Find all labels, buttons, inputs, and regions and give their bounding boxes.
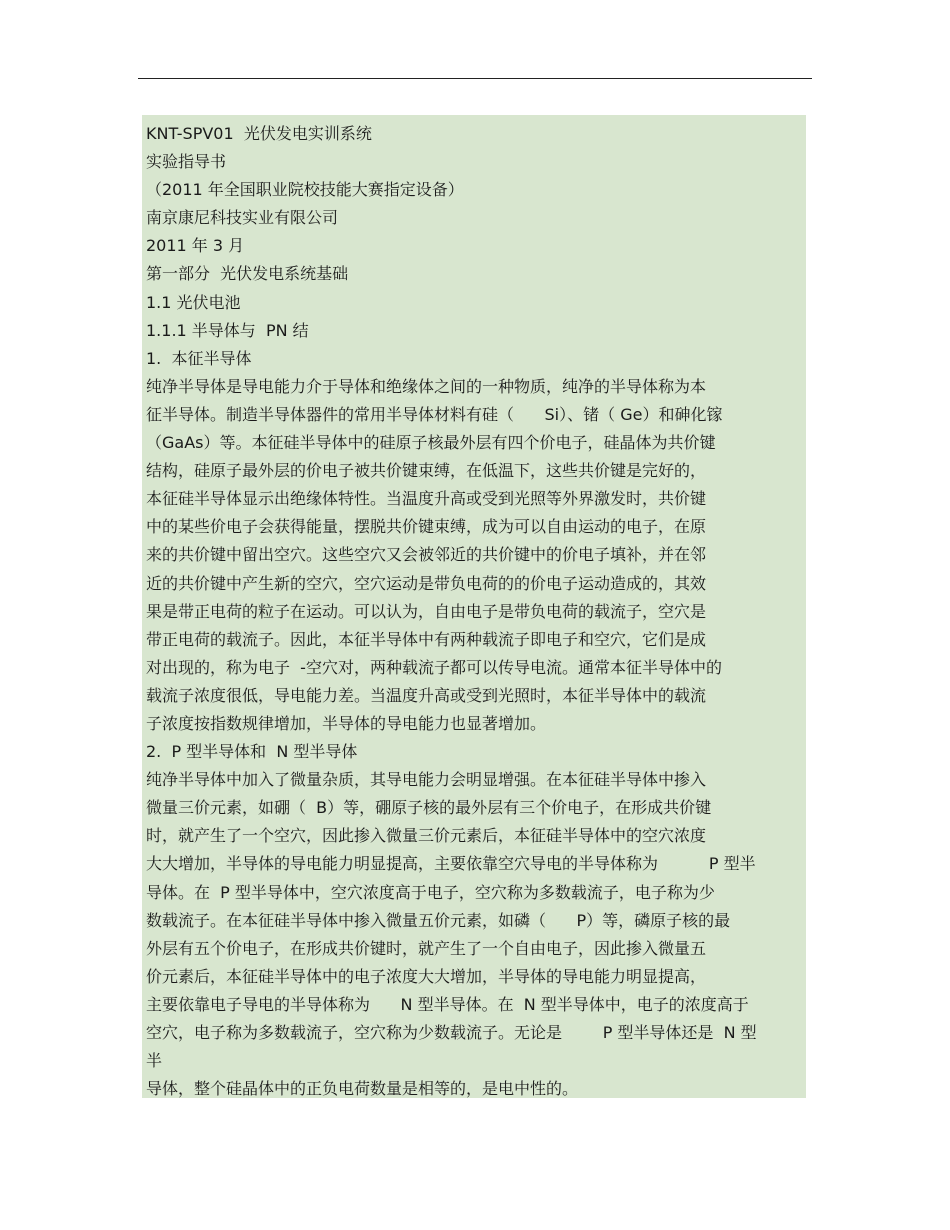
text-line: 纯净半导体是导电能力介于导体和绝缘体之间的一种物质，纯净的半导体称为本	[146, 376, 707, 396]
text-line: 南京康尼科技实业有限公司	[146, 208, 339, 228]
text-line: 中的某些价电子会获得能量，摆脱共价键束缚，成为可以自由运动的电子，在原	[146, 517, 707, 537]
text-line: 纯净半导体中加入了微量杂质，其导电能力会明显增强。在本征硅半导体中掺入	[146, 770, 707, 790]
text-line: 1. 本征半导体	[146, 348, 252, 368]
text-line: 2011 年 3 月	[146, 236, 245, 256]
text-line: 1.1 光伏电池	[146, 292, 241, 312]
text-line: 1.1.1 半导体与 PN 结	[146, 320, 309, 340]
text-line: 近的共价键中产生新的空穴，空穴运动是带负电荷的的价电子运动造成的，其效	[146, 573, 707, 593]
text-line: 带正电荷的载流子。因此，本征半导体中有两种载流子即电子和空穴，它们是成	[146, 629, 707, 649]
text-line: 主要依靠电子导电的半导体称为 N 型半导体。在 N 型半导体中，电子的浓度高于	[146, 994, 749, 1014]
text-line: 结构，硅原子最外层的价电子被共价键束缚，在低温下，这些共价键是完好的，	[146, 461, 707, 481]
text-line: （GaAs）等。本征硅半导体中的硅原子核最外层有四个价电子，硅晶体为共价键	[146, 433, 716, 453]
text-line: （2011 年全国职业院校技能大赛指定设备）	[146, 180, 464, 200]
text-line: 2. P 型半导体和 N 型半导体	[146, 742, 358, 762]
text-line: 第一部分 光伏发电系统基础	[146, 264, 349, 284]
text-line: 微量三价元素，如硼（ B）等，硼原子核的最外层有三个价电子，在形成共价键	[146, 798, 712, 818]
text-line: 本征硅半导体显示出绝缘体特性。当温度升高或受到光照等外界激发时，共价键	[146, 489, 707, 509]
text-line: KNT-SPV01 光伏发电实训系统	[146, 124, 372, 143]
text-line: 对出现的，称为电子 -空穴对，两种载流子都可以传导电流。通常本征半导体中的	[146, 657, 722, 677]
text-line: 时，就产生了一个空穴，因此掺入微量三价元素后，本征硅半导体中的空穴浓度	[146, 826, 707, 846]
text-line: 果是带正电荷的粒子在运动。可以认为，自由电子是带负电荷的载流子，空穴是	[146, 601, 707, 621]
text-line: 大大增加，半导体的导电能力明显提高，主要依靠空穴导电的半导体称为 P 型半	[146, 854, 756, 874]
text-line: 来的共价键中留出空穴。这些空穴又会被邻近的共价键中的价电子填补，并在邻	[146, 545, 707, 565]
text-line: 实验指导书	[146, 152, 227, 172]
text-line: 子浓度按指数规律增加，半导体的导电能力也显著增加。	[146, 713, 547, 733]
document-text	[146, 120, 806, 1103]
text-line: 半	[146, 1051, 163, 1071]
text-line: 征半导体。制造半导体器件的常用半导体材料有硅（ Si）、锗（ Ge）和砷化镓	[146, 404, 723, 424]
text-line: 外层有五个价电子，在形成共价键时，就产生了一个自由电子，因此掺入微量五	[146, 938, 707, 958]
header-rule	[138, 78, 812, 79]
text-line: 空穴，电子称为多数载流子，空穴称为少数载流子。无论是 P 型半导体还是 N 型	[146, 1023, 757, 1042]
text-line: 导体。在 P 型半导体中，空穴浓度高于电子，空穴称为多数载流子，电子称为少	[146, 882, 715, 902]
text-line: 导体，整个硅晶体中的正负电荷数量是相等的，是电中性的。	[146, 1079, 579, 1099]
text-line: 价元素后，本征硅半导体中的电子浓度大大增加，半导体的导电能力明显提高，	[146, 966, 707, 986]
text-line: 数载流子。在本征硅半导体中掺入微量五价元素，如磷（ P）等，磷原子核的最	[146, 910, 731, 930]
text-line: 载流子浓度很低，导电能力差。当温度升高或受到光照时，本征半导体中的载流	[146, 685, 707, 705]
